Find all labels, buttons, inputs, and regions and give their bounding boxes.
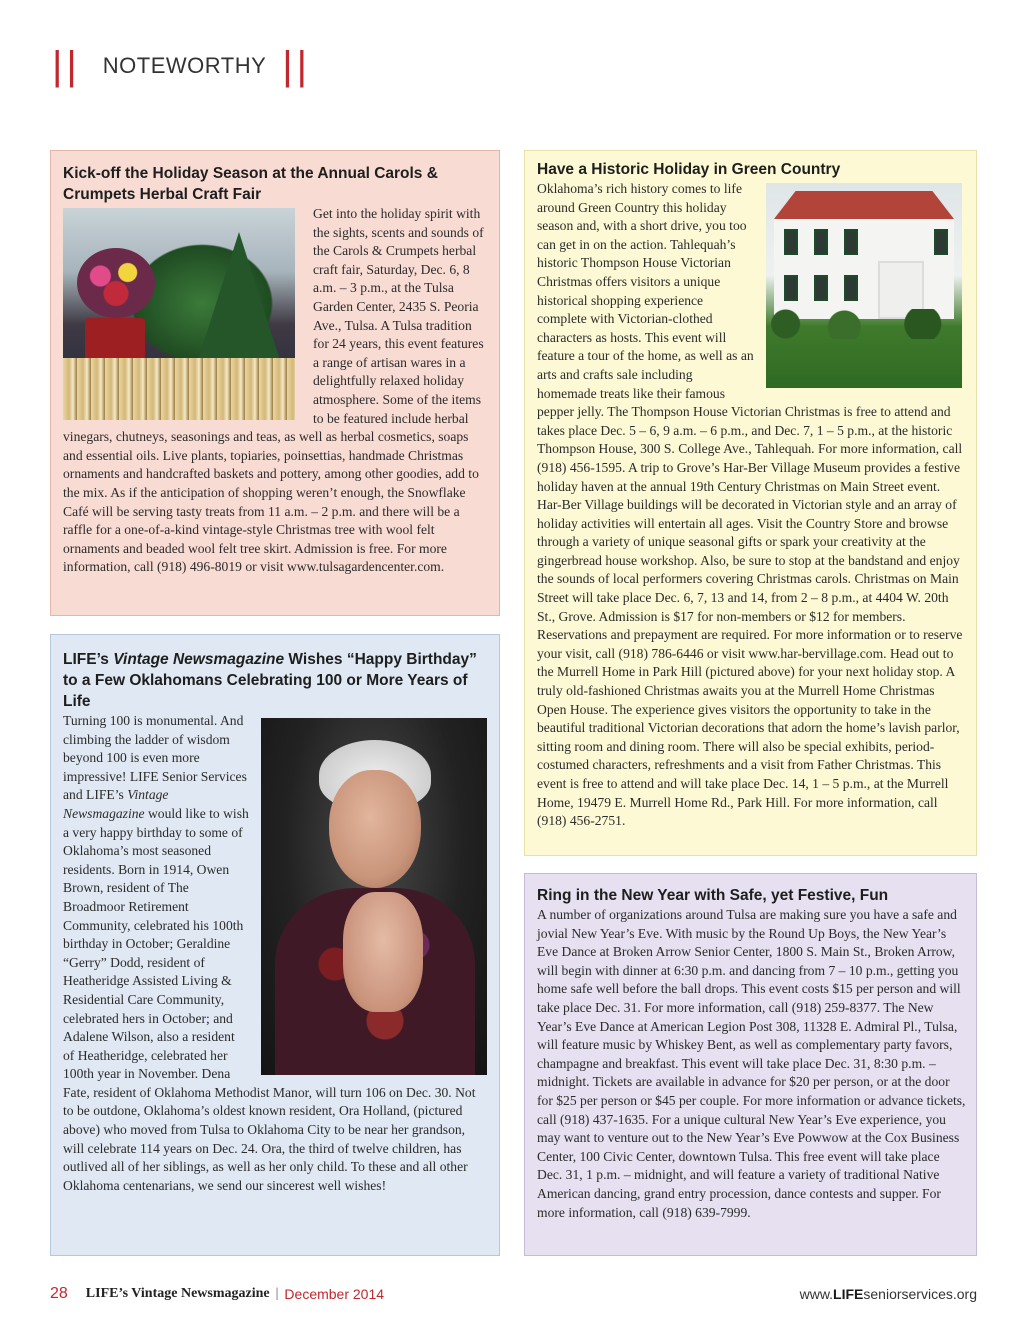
footer-separator: | [275, 1286, 279, 1301]
article-body: Oklahoma’s rich history comes to life around Green Country this holiday season and, with a short drive, you too can get in on the action. Tahlequah’s historic Thompson House Victorian Christmas offers visitors a unique historical shopping experience complete with Victorian-clothed characters as hosts. This event will feature a tour of the home, as well as an arts and crafts sale including homemade treats like their famous pepper jelly. The Thompson House Victorian Christmas is free to attend and takes place Dec. 5 – 6, 9 a.m. – 6 p.m., and Dec. 7, 1 – 5 p.m., at the historic Thompson House, 300 S. College Ave., Tahlequah. For more information, call (918) 456-1595. A trip to Grove’s Har-Ber Village Museum provides a festive holiday haven at the annual 19th Century Christmas on Main Street event. Har-Ber Village buildings will be decorated in Victorian style and an array of holiday activities will entertain all ages. Visit the Country Store and browse through a variety of unique seasonal gifts or spark your creativity at the gingerbread house workshop. Also, be sure to stop at the bandstand and enjoy the sounds of local performers covering Christmas carols. Christmas on Main Street will take place Dec. 6, 7, 13 and 14, from 2 – 8 p.m., at 4404 W. 20th St., Grove. Admission is $17 for non-members or $12 for members. Reservations and prepayment are required. For more information or to reserve your visit, call (918) 786-6446 or visit www.har-bervillage.com. Head out to the Murrell Home in Park Hill (pictured above) for your next holiday stop. A truly old-fashioned Christmas awaits you at the Murrell Home Christmas Open House. The experience gives visitors the opportunity to take in the beautiful traditional Victorian decorations that adorn the home’s lavish parlor, sitting room and dining room. There will also be special exhibits, period-costumed characters, refreshments and a visit from Father Christmas. This event is free to attend and will take place Dec. 14, 1 – 5 p.m., at the Murrell Home, 19479 E. Murrell Home Rd., Park Hill. For more information, call (918) 456-2751. [537, 181, 963, 829]
page-footer [50, 1282, 977, 1306]
house-image [766, 183, 962, 388]
shrubs-shape [766, 309, 962, 339]
site-brand: LIFE [833, 1286, 864, 1302]
craft-fair-photo [63, 208, 295, 420]
house-window [784, 229, 798, 255]
house-window [844, 275, 858, 301]
section-title: NOTEWORTHY [102, 53, 267, 78]
site-prefix: www. [799, 1286, 834, 1302]
website-link[interactable] [800, 1286, 977, 1302]
jars-table-shape [63, 358, 295, 420]
hands-shape [343, 892, 423, 1012]
title-suffix: Wishes “Happy Birthday” to a Few Oklahomans Celebrating 100 or More Years of Life [63, 651, 477, 710]
header-bars-right: || [282, 44, 312, 88]
portrait-image [261, 718, 487, 1075]
section-header [52, 44, 311, 88]
article-title: Kick-off the Holiday Season at the Annual Carols & Crumpets Herbal Craft Fair [63, 165, 438, 203]
page-number: 28 [50, 1285, 68, 1302]
house-window [934, 229, 948, 255]
article-new-year [524, 873, 977, 1256]
house-facade-shape [774, 219, 954, 319]
body-part1: Turning 100 is monumental. And climbing the ladder of wisdom beyond 100 is even more impressive! LIFE Senior Services and LIFE’s [63, 713, 247, 803]
article-title: Have a Historic Holiday in Green Country [537, 161, 841, 178]
house-window [814, 275, 828, 301]
ora-holland-photo [261, 718, 487, 1075]
murrell-home-photo [766, 183, 962, 388]
house-window [844, 229, 858, 255]
article-carols-crumpets [50, 150, 500, 616]
house-window [814, 229, 828, 255]
article-historic-holiday [524, 150, 977, 856]
article-happy-birthday [50, 634, 500, 1256]
face-shape [329, 770, 421, 888]
body-part2: would like to wish a very happy birthday to some of Oklahoma’s most seasoned residents. Born in 1914, Owen Brown, resident of The Broadmoor Retirement Community, celebrated his 100th birthday in October; Geraldine “Gerry” Dodd, resident of Heatheridge Assisted Living & Residential Care Community, celebrated hers in October; and Adalene Wilson, also a resident of Heatheridge, celebrated her 100th year in November. Dena Fate, resident of Oklahoma Methodist Manor, will turn 106 on Dec. 30. Not to be outdone, Oklahoma’s oldest known resident, Ora Holland, (pictured above) who moved from Tulsa to Oklahoma City to be near her grandson, will celebrate 114 years on Dec. 24. Ora, the third of twelve children, has outlived all of her siblings, as well as her only child. To these and all other Oklahoma centenarians, we send our sincerest well wishes! [63, 805, 476, 1193]
title-italic: Vintage Newsmagazine [113, 651, 285, 668]
house-window [784, 275, 798, 301]
article-title: Ring in the New Year with Safe, yet Festive, Fun [537, 887, 889, 904]
issue-date: December 2014 [284, 1286, 385, 1302]
body-italic: Vintage Newsmagazine [63, 787, 169, 821]
flower-bouquet-shape [77, 248, 155, 318]
title-prefix: LIFE’s [63, 651, 114, 668]
header-bars-left: || [52, 44, 81, 88]
article-body: Get into the holiday spirit with the sights, scents and sounds of the Carols & Crumpets herbal craft fair, Saturday, Dec. 6, 8 a.m. – 3 p.m., at the Tulsa Garden Center, 2435 S. Peoria Ave., Tulsa. A Tulsa tradition for 24 years, this event features a range of artisan wares in a delightfully relaxed holiday atmosphere. Some of the items to be featured include herbal vinegars, chutneys, seasonings and teas, as well as herbal cosmetics, soaps and essential oils. Live plants, topiaries, poinsettias, handmade Christmas ornaments and handcrafted baskets and pottery, among other goodies, add to the mix. As if the anticipation of shopping weren’t enough, the Snowflake Café will be serving tasty treats from 11 a.m. – 2 p.m. and there will be a raffle for a one-of-a-kind vintage-style Christmas tree with wool felt ornaments and beaded wool felt tree skirt. Admission is free. For more information, call (918) 496-8019 or visit www.tulsagardencenter.com. [63, 206, 484, 575]
article-title [63, 649, 489, 712]
craft-fair-image [63, 208, 295, 420]
publication-name: LIFE’s Vintage Newsmagazine [85, 1286, 270, 1301]
article-body: A number of organizations around Tulsa are making sure you have a safe and jovial New Year’s Eve. With music by the Round Up Boys, the New Year’s Eve Dance at Broken Arrow Senior Center, 1800 S. Main St., Broken Arrow, will begin with dinner at 6:30 p.m. and dancing from 7 – 10 p.m., getting you home safe well before the ball drops. This event costs $15 per person and will take place Dec. 31. For more information, call (918) 259-8377. The New Year’s Eve Dance at American Legion Post 308, 11328 E. Admiral Pl., Tulsa, will feature music by Whiskey Bent, as well as complementary party favors, champagne and breakfast. This event will take place Dec. 31, 8:30 p.m. – midnight. Tickets are available in advance for $20 per person, or at the door for $25 per person or $45 per couple. For more information or advance tickets, call (918) 437-1635. For a unique cultural New Year’s Eve experience, you may want to venture out to the New Year’s Eve Powwow at the Cox Business Center, 100 Civic Center, downtown Tulsa. This free event will take place Dec. 31, 1 p.m. – midnight, and will feature a variety of traditional Native American dancing, grand entry procession, dance contests and supper. For more information, call (918) 639-7999. [537, 907, 966, 1220]
site-suffix: seniorservices.org [863, 1286, 977, 1302]
house-roof-shape [774, 191, 954, 219]
